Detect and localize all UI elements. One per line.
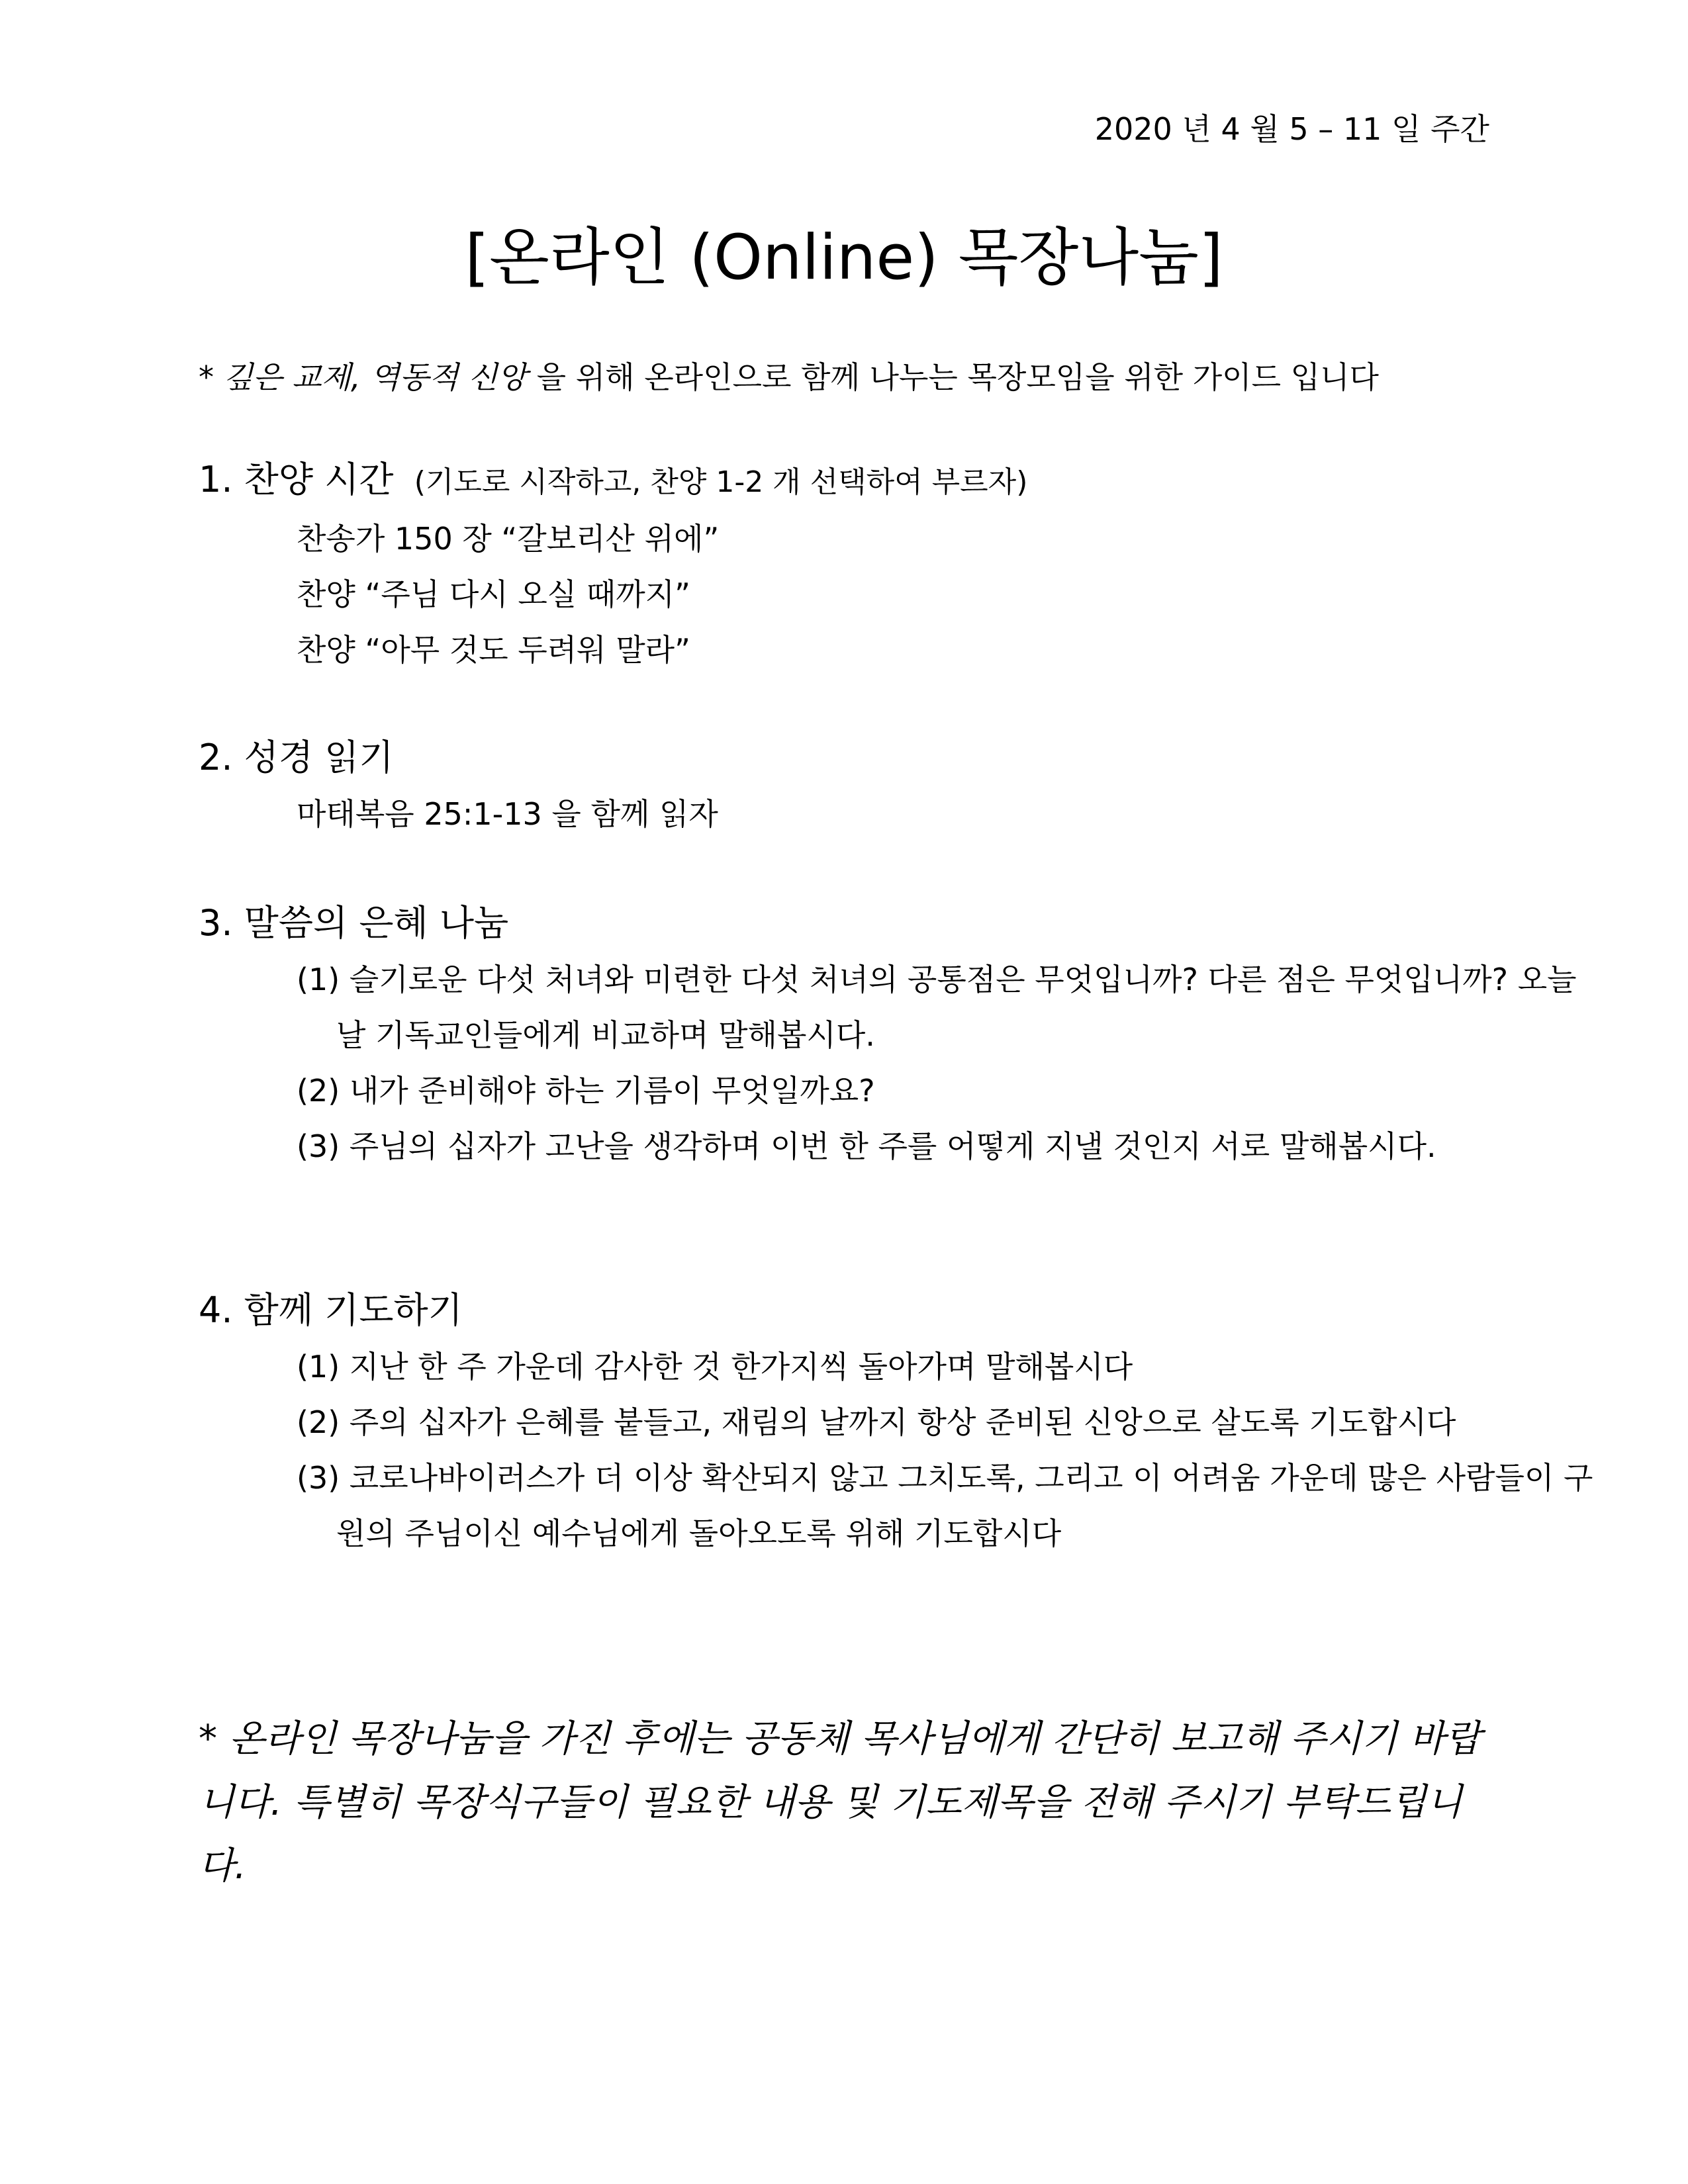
section-bible-reading xyxy=(199,735,718,842)
song-list xyxy=(199,511,1027,678)
list-item: (1) 지난 한 주 가운데 감사한 것 한가지씩 돌아가며 말해봅시다 xyxy=(297,1349,1133,1385)
question-list xyxy=(199,952,1594,1174)
list-item: 찬송가 150 장 “갈보리산 위에” xyxy=(297,521,720,557)
intro-text: 을 위해 온라인으로 함께 나누는 목장모임을 위한 가이드 입니다 xyxy=(527,359,1379,395)
list-item: 마태복음 25:1-13 을 함께 읽자 xyxy=(297,796,718,832)
week-date: 2020 년 4 월 5 – 11 일 주간 xyxy=(1094,111,1489,147)
intro-star: * xyxy=(199,359,224,395)
section-praise xyxy=(199,457,1027,678)
reading-list xyxy=(199,786,718,842)
intro-line xyxy=(199,357,1379,397)
section-heading: 3. 말씀의 은혜 나눔 xyxy=(199,902,509,944)
section-heading xyxy=(199,457,1027,506)
section-note: (기도로 시작하고, 찬양 1-2 개 선택하여 부르자) xyxy=(414,465,1028,499)
section-prayer xyxy=(199,1287,1594,1561)
section-heading: 2. 성경 읽기 xyxy=(199,737,394,778)
section-word-sharing xyxy=(199,900,1594,1174)
section-heading: 4. 함께 기도하기 xyxy=(199,1289,463,1331)
prayer-list xyxy=(199,1339,1594,1561)
list-item: (1) 슬기로운 다섯 처녀와 미련한 다섯 처녀의 공통점은 무엇입니까? 다른 점은 무엇입니까? 오늘날 기독교인들에게 비교하며 말해봅시다. xyxy=(297,962,1577,1053)
list-item: (3) 코로나바이러스가 더 이상 확산되지 않고 그치도록, 그리고 이 어려움 가운데 많은 사람들이 구원의 주님이신 예수님에게 돌아오도록 위해 기도합시다 xyxy=(297,1460,1593,1551)
closing-note: * 온라인 목장나눔을 가진 후에는 공동체 목사님에게 간단히 보고해 주시기 바랍니다. 특별히 목장식구들이 필요한 내용 및 기도제목을 전해 주시기 부탁드립니다. xyxy=(199,1717,1481,1888)
list-item: 찬양 “아무 것도 두려워 말라” xyxy=(297,632,690,668)
list-item: (2) 주의 십자가 은혜를 붙들고, 재림의 날까지 항상 준비된 신앙으로 살도록 기도합시다 xyxy=(297,1404,1456,1440)
list-item: (2) 내가 준비해야 하는 기름이 무엇일까요? xyxy=(297,1073,875,1109)
list-item: (3) 주님의 십자가 고난을 생각하며 이번 한 주를 어떻게 지낼 것인지 서로 말해봅시다. xyxy=(297,1128,1436,1164)
section-heading-text: 1. 찬양 시간 xyxy=(199,459,394,500)
intro-emphasis: 깊은 교제, 역동적 신앙 xyxy=(223,359,528,395)
list-item: 찬양 “주님 다시 오실 때까지” xyxy=(297,576,690,612)
page-title: [온라인 (Online) 목장나눔] xyxy=(465,222,1223,294)
